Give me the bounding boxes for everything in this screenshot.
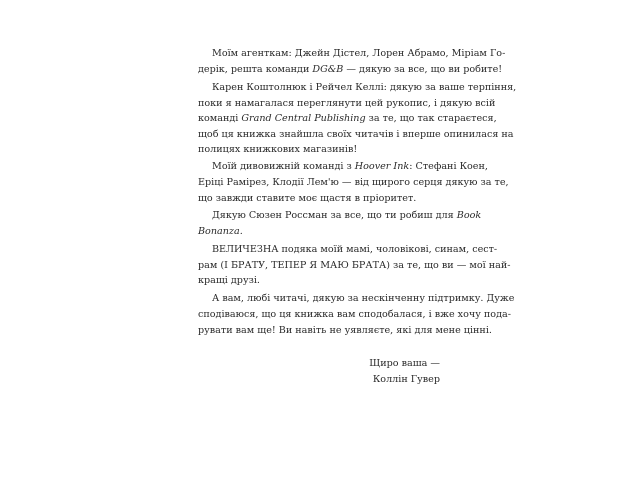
signature-line bbox=[198, 374, 440, 386]
italic-title: Hoover Ink bbox=[354, 161, 410, 172]
text-line bbox=[198, 275, 440, 287]
text-line bbox=[198, 113, 497, 125]
text-line bbox=[198, 48, 506, 60]
text-line bbox=[198, 210, 482, 222]
italic-title: DG&B bbox=[312, 64, 344, 75]
text-line bbox=[198, 129, 514, 141]
text-segment: команді bbox=[198, 113, 242, 124]
text-segment: Щиро ваша — bbox=[369, 358, 440, 369]
text-segment: А вам, любі читачі, дякую за нескінченну підтримку. Дуже bbox=[212, 293, 515, 304]
text-segment: щоб ця книжка знайшла своїх читачів і вперше опинилася на bbox=[198, 129, 514, 140]
text-segment: Моїм агенткам: Джейн Дістел, Лорен Абрамо, Міріам Го- bbox=[212, 48, 506, 59]
text-segment: Дякую Сюзен Россман за все, що ти робиш для bbox=[212, 210, 457, 221]
text-line bbox=[198, 293, 515, 305]
text-segment: сподіваюся, що ця книжка вам сподобалася, і вже хочу пода- bbox=[198, 309, 511, 320]
text-segment: ВЕЛИЧЕЗНА подяка моїй мамі, чоловікові, синам, сест- bbox=[212, 244, 498, 255]
text-segment: дерік, решта команди bbox=[198, 64, 313, 75]
text-line bbox=[198, 161, 488, 173]
text-line bbox=[198, 82, 517, 94]
italic-title: Book bbox=[456, 210, 482, 221]
text-line bbox=[198, 144, 440, 156]
text-segment: за те, що так стараєтеся, bbox=[365, 113, 497, 124]
text-line bbox=[198, 226, 440, 238]
text-segment: Карен Коштолнюк і Рейчел Келлі: дякую за ваше терпіння, bbox=[212, 82, 517, 93]
text-line bbox=[198, 177, 509, 189]
text-segment: що завжди ставите моє щастя в пріоритет. bbox=[198, 193, 417, 204]
signature-line bbox=[198, 358, 440, 370]
text-segment: полицях книжкових магазинів! bbox=[198, 144, 358, 155]
text-segment: — дякую за все, що ви робите! bbox=[343, 64, 503, 75]
text-segment: Коллін Гувер bbox=[372, 374, 440, 385]
text-segment: поки я намагалася переглянути цей рукопис, і дякую всій bbox=[198, 98, 496, 109]
text-line bbox=[198, 244, 498, 256]
text-segment: . bbox=[239, 226, 243, 237]
text-segment: Моїй дивовижній команді з bbox=[212, 161, 355, 172]
text-line bbox=[198, 309, 511, 321]
text-segment: кращі друзі. bbox=[198, 275, 260, 286]
text-line bbox=[198, 98, 496, 110]
text-line bbox=[198, 193, 440, 205]
text-segment: рам (І БРАТУ, ТЕПЕР Я МАЮ БРАТА) за те, що ви — мої най- bbox=[198, 260, 511, 271]
text-line bbox=[198, 325, 492, 337]
text-line bbox=[198, 64, 503, 76]
text-segment: Еріці Рамірез, Клодії Лем'ю — від щирого серця дякую за те, bbox=[198, 177, 509, 188]
italic-title: Bonanza bbox=[198, 226, 240, 237]
text-line bbox=[198, 260, 511, 272]
text-segment: : Стефані Коен, bbox=[409, 161, 488, 172]
italic-title: Grand Central Publishing bbox=[241, 113, 366, 124]
text-segment: рувати вам ще! Ви навіть не уявляєте, які для мене цінні. bbox=[198, 325, 492, 336]
